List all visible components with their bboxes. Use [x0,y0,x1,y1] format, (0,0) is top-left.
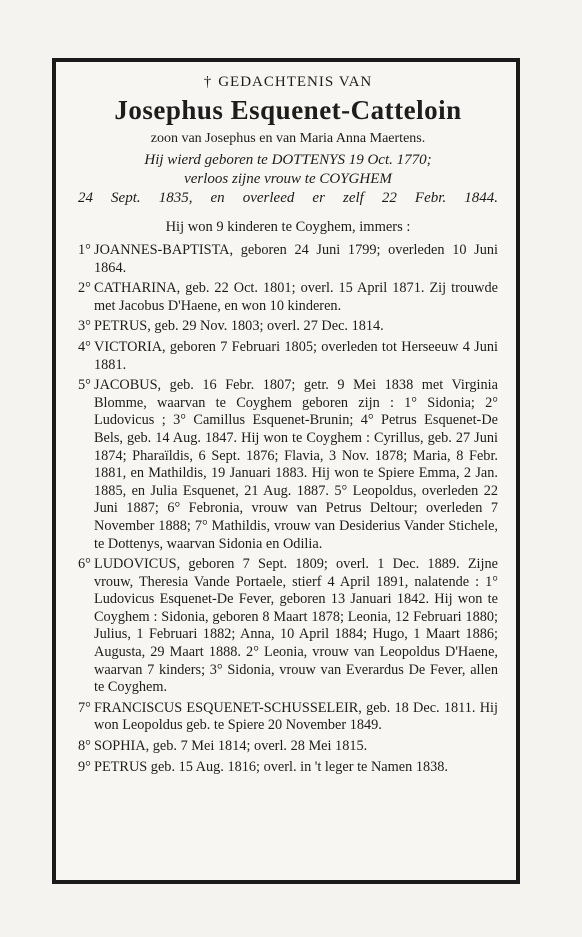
child-number: 8° [78,738,91,755]
birth-death-text [78,151,498,208]
child-number: 9° [78,758,91,775]
child-number: 3° [78,318,91,335]
child-number: 2° [78,280,91,297]
child-entry-5 [78,377,498,553]
cross-icon: † [203,74,213,90]
child-entry-6 [78,556,498,697]
child-text: VICTORIA, geboren 7 Februari 1805; overleden tot Herseeuw 4 Juni 1881. [94,338,498,373]
child-text: JACOBUS, geb. 16 Febr. 1807; getr. 9 Mei 1838 met Virginia Blomme, waarvan te Coyghem geboren zijn : 1° Sidonia; 2° Ludovicus ; 3° Camillus Esquenet-Brunin; 4° Petrus Esquenet-De Bels, geb. 14 Aug. 1847. Hij won te Coyghem : Cyrillus, geb. 27 Juni 1874; Pharaïldis, 6 Sept. 1876; Flavia, 3 Nov. 1878; Maria, 8 Febr. 1881, en Mathildis, 19 Januari 1883. Hij won te Spiere Emma, 2 Jan. 1885, en Julia Esquenet, 21 Aug. 1887. 5° Leopoldus, overleden 22 Juni 1887; 6° Febronia, vrouw van Petrus Deltour; overleden 7 November 1888; 7° Mathildis, vrouw van Desiderius Vander Stichele, te Dottenys, waarvan Sidonia en Odilia. [94,377,498,552]
child-text: SOPHIA, geb. 7 Mei 1814; overl. 28 Mei 1815. [94,738,368,755]
children-list [78,242,498,776]
child-entry-1 [78,242,498,277]
child-text: CATHARINA, geb. 22 Oct. 1801; overl. 15 April 1871. Zij trouwde met Jacobus D'Haene, en won 10 kinderen. [94,280,498,314]
memorial-card [52,58,520,884]
child-entry-8 [78,738,498,756]
child-number: 7° [78,699,91,716]
child-entry-2 [78,280,498,315]
child-entry-7 [78,700,498,735]
parents-line: zoon van Josephus en van Maria Anna Maertens. [150,131,426,146]
child-number: 1° [78,242,91,258]
child-text: JOANNES-BAPTISTA, geboren 24 Juni 1799; overleden 10 Juni 1864. [94,242,498,276]
birth-line-2: verloos zijne vrouw te COYGHEM [184,171,392,187]
child-number: 5° [78,377,91,394]
card-header [78,72,498,92]
child-entry-3 [78,318,498,336]
child-number: 4° [78,338,91,355]
child-text: PETRUS geb. 15 Aug. 1816; overl. in 't leger te Namen 1838. [94,758,448,775]
child-text: PETRUS, geb. 29 Nov. 1803; overl. 27 Dec. 1814. [94,318,384,335]
birth-line-3: 24 Sept. 1835, en overleed er zelf 22 Febr. 1844. [78,190,498,206]
child-entry-4 [78,339,498,374]
child-number: 6° [78,556,91,573]
child-entry-9 [78,759,498,777]
header-text: GEDACHTENIS VAN [218,74,373,90]
children-intro: Hij won 9 kinderen te Coyghem, immers : [165,219,411,235]
birth-line-1: Hij wierd geboren te DOTTENYS 19 Oct. 1770; [144,152,432,168]
child-text: FRANCISCUS ESQUENET-SCHUSSELEIR, geb. 18 Dec. 1811. Hij won Leopoldus geb. te Spiere 20 November 1849. [94,699,498,734]
deceased-name: Josephus Esquenet-Catteloin [114,95,462,125]
child-text: LUDOVICUS, geboren 7 Sept. 1809; overl. 1 Dec. 1889. Zijne vrouw, Theresia Vande Portaele, stierf 4 April 1891, nalatende : 1° Ludovicus Esquenet-De Fever, geboren 13 Januari 1842. Hij won te Coyghem : Sidonia, geboren 8 Maart 1878; Leonia, 12 Februari 1880; Julius, 1 Februari 1882; Anna, 10 April 1884; Hugo, 1 Maart 1886; Augusta, 29 Maart 1888. 2° Leonia, vrouw van Leopoldus D'Haene, waarvan 7 kinders; 3° Sidonia, vrouw van Everardus De Fever, allen te Coyghem. [94,556,498,696]
